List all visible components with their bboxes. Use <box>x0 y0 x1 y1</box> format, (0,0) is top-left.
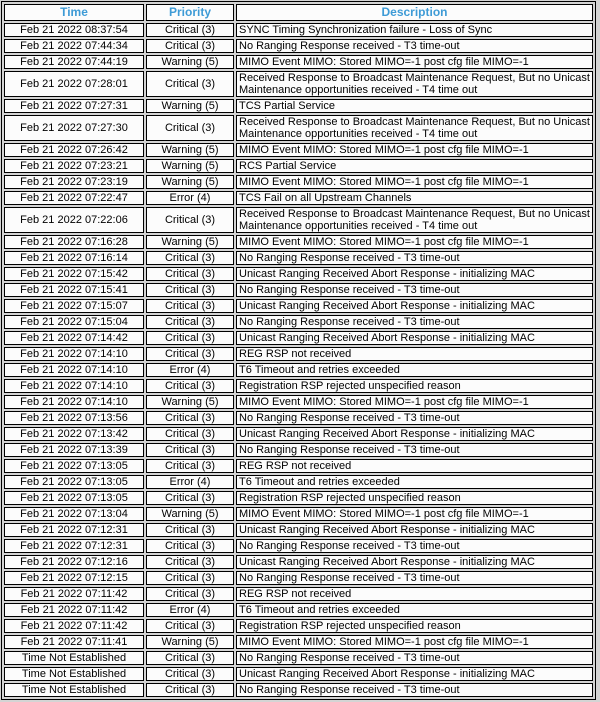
event-priority: Critical (3) <box>146 667 234 681</box>
event-description: Unicast Ranging Received Abort Response - initializing MAC <box>236 267 593 281</box>
event-priority: Critical (3) <box>146 331 234 345</box>
event-description: No Ranging Response received - T3 time-out <box>236 251 593 265</box>
table-row <box>4 683 593 697</box>
event-description: No Ranging Response received - T3 time-out <box>236 539 593 553</box>
table-row <box>4 331 593 345</box>
event-time: Feb 21 2022 07:16:28 <box>4 235 144 249</box>
table-row <box>4 363 593 377</box>
event-priority: Critical (3) <box>146 283 234 297</box>
event-time: Feb 21 2022 07:11:42 <box>4 603 144 617</box>
event-description: Unicast Ranging Received Abort Response - initializing MAC <box>236 667 593 681</box>
event-description: MIMO Event MIMO: Stored MIMO=-1 post cfg file MIMO=-1 <box>236 143 593 157</box>
event-time: Feb 21 2022 07:14:10 <box>4 363 144 377</box>
table-row <box>4 603 593 617</box>
table-row <box>4 395 593 409</box>
event-priority: Critical (3) <box>146 571 234 585</box>
table-row <box>4 475 593 489</box>
event-priority: Critical (3) <box>146 115 234 141</box>
event-priority: Critical (3) <box>146 411 234 425</box>
event-description: Received Response to Broadcast Maintenance Request, But no Unicast Maintenance opportunities received - T4 time out <box>236 207 593 233</box>
event-time: Feb 21 2022 07:11:42 <box>4 587 144 601</box>
event-time: Feb 21 2022 07:13:56 <box>4 411 144 425</box>
event-priority: Critical (3) <box>146 459 234 473</box>
column-header-priority: Priority <box>146 4 234 21</box>
event-priority: Critical (3) <box>146 555 234 569</box>
table-row <box>4 115 593 141</box>
event-description: Registration RSP rejected unspecified reason <box>236 491 593 505</box>
event-time: Feb 21 2022 07:15:41 <box>4 283 144 297</box>
event-time: Feb 21 2022 07:15:04 <box>4 315 144 329</box>
table-row <box>4 143 593 157</box>
event-time: Feb 21 2022 07:44:19 <box>4 55 144 69</box>
event-description: REG RSP not received <box>236 347 593 361</box>
event-priority: Critical (3) <box>146 443 234 457</box>
event-description: T6 Timeout and retries exceeded <box>236 475 593 489</box>
event-priority: Critical (3) <box>146 651 234 665</box>
event-time: Feb 21 2022 07:12:31 <box>4 539 144 553</box>
event-description: Received Response to Broadcast Maintenance Request, But no Unicast Maintenance opportunities received - T4 time out <box>236 71 593 97</box>
event-description: Received Response to Broadcast Maintenance Request, But no Unicast Maintenance opportunities received - T4 time out <box>236 115 593 141</box>
event-time: Feb 21 2022 07:13:39 <box>4 443 144 457</box>
table-row <box>4 55 593 69</box>
event-description: No Ranging Response received - T3 time-out <box>236 411 593 425</box>
event-description: No Ranging Response received - T3 time-out <box>236 571 593 585</box>
table-row <box>4 235 593 249</box>
table-row <box>4 667 593 681</box>
table-row <box>4 283 593 297</box>
event-time: Feb 21 2022 07:12:15 <box>4 571 144 585</box>
event-description: No Ranging Response received - T3 time-out <box>236 39 593 53</box>
event-time: Feb 21 2022 07:13:05 <box>4 491 144 505</box>
event-description: MIMO Event MIMO: Stored MIMO=-1 post cfg file MIMO=-1 <box>236 395 593 409</box>
event-description: RCS Partial Service <box>236 159 593 173</box>
event-priority: Critical (3) <box>146 267 234 281</box>
table-row <box>4 619 593 633</box>
event-description: MIMO Event MIMO: Stored MIMO=-1 post cfg file MIMO=-1 <box>236 635 593 649</box>
event-description: REG RSP not received <box>236 587 593 601</box>
event-priority: Critical (3) <box>146 207 234 233</box>
event-priority: Warning (5) <box>146 159 234 173</box>
event-time: Time Not Established <box>4 683 144 697</box>
event-priority: Warning (5) <box>146 395 234 409</box>
event-priority: Critical (3) <box>146 23 234 37</box>
event-description: TCS Partial Service <box>236 99 593 113</box>
event-priority: Critical (3) <box>146 39 234 53</box>
table-row <box>4 635 593 649</box>
event-description: No Ranging Response received - T3 time-out <box>236 283 593 297</box>
event-log-header <box>4 4 593 21</box>
event-description: No Ranging Response received - T3 time-out <box>236 315 593 329</box>
event-description: Unicast Ranging Received Abort Response - initializing MAC <box>236 299 593 313</box>
event-priority: Critical (3) <box>146 347 234 361</box>
table-row <box>4 379 593 393</box>
event-time: Feb 21 2022 07:26:42 <box>4 143 144 157</box>
event-priority: Warning (5) <box>146 175 234 189</box>
event-description: SYNC Timing Synchronization failure - Loss of Sync <box>236 23 593 37</box>
event-time: Feb 21 2022 08:37:54 <box>4 23 144 37</box>
table-row <box>4 23 593 37</box>
event-description: Registration RSP rejected unspecified reason <box>236 379 593 393</box>
event-time: Feb 21 2022 07:12:31 <box>4 523 144 537</box>
event-time: Feb 21 2022 07:27:30 <box>4 115 144 141</box>
event-time: Feb 21 2022 07:12:16 <box>4 555 144 569</box>
event-priority: Warning (5) <box>146 99 234 113</box>
table-row <box>4 555 593 569</box>
table-row <box>4 427 593 441</box>
event-priority: Critical (3) <box>146 299 234 313</box>
table-row <box>4 159 593 173</box>
event-description: Unicast Ranging Received Abort Response - initializing MAC <box>236 427 593 441</box>
event-time: Feb 21 2022 07:15:42 <box>4 267 144 281</box>
event-time: Feb 21 2022 07:44:34 <box>4 39 144 53</box>
event-description: TCS Fail on all Upstream Channels <box>236 191 593 205</box>
table-row <box>4 411 593 425</box>
event-description: REG RSP not received <box>236 459 593 473</box>
event-priority: Warning (5) <box>146 507 234 521</box>
event-description: MIMO Event MIMO: Stored MIMO=-1 post cfg file MIMO=-1 <box>236 507 593 521</box>
header-row <box>4 4 593 21</box>
event-time: Feb 21 2022 07:14:10 <box>4 347 144 361</box>
event-priority: Critical (3) <box>146 523 234 537</box>
event-priority: Critical (3) <box>146 427 234 441</box>
event-priority: Critical (3) <box>146 539 234 553</box>
table-row <box>4 207 593 233</box>
table-row <box>4 267 593 281</box>
table-row <box>4 587 593 601</box>
table-row <box>4 299 593 313</box>
event-time: Feb 21 2022 07:28:01 <box>4 71 144 97</box>
event-description: No Ranging Response received - T3 time-out <box>236 651 593 665</box>
table-row <box>4 191 593 205</box>
table-row <box>4 651 593 665</box>
event-priority: Warning (5) <box>146 55 234 69</box>
event-priority: Warning (5) <box>146 143 234 157</box>
event-time: Feb 21 2022 07:14:10 <box>4 379 144 393</box>
event-description: T6 Timeout and retries exceeded <box>236 603 593 617</box>
event-description: Registration RSP rejected unspecified reason <box>236 619 593 633</box>
event-time: Feb 21 2022 07:14:10 <box>4 395 144 409</box>
table-row <box>4 523 593 537</box>
event-time: Feb 21 2022 07:16:14 <box>4 251 144 265</box>
event-priority: Critical (3) <box>146 379 234 393</box>
table-row <box>4 71 593 97</box>
table-row <box>4 491 593 505</box>
event-time: Feb 21 2022 07:23:19 <box>4 175 144 189</box>
event-priority: Critical (3) <box>146 71 234 97</box>
event-time: Feb 21 2022 07:23:21 <box>4 159 144 173</box>
event-description: T6 Timeout and retries exceeded <box>236 363 593 377</box>
event-priority: Critical (3) <box>146 683 234 697</box>
event-priority: Error (4) <box>146 363 234 377</box>
table-row <box>4 175 593 189</box>
event-log-body <box>4 23 593 697</box>
event-time: Feb 21 2022 07:15:07 <box>4 299 144 313</box>
event-description: No Ranging Response received - T3 time-out <box>236 443 593 457</box>
column-header-time: Time <box>4 4 144 21</box>
table-row <box>4 315 593 329</box>
event-time: Feb 21 2022 07:13:05 <box>4 475 144 489</box>
event-time: Feb 21 2022 07:13:42 <box>4 427 144 441</box>
event-description: No Ranging Response received - T3 time-out <box>236 683 593 697</box>
event-priority: Critical (3) <box>146 251 234 265</box>
table-row <box>4 99 593 113</box>
event-time: Feb 21 2022 07:11:41 <box>4 635 144 649</box>
event-time: Feb 21 2022 07:27:31 <box>4 99 144 113</box>
event-log-table <box>1 1 596 700</box>
event-description: Unicast Ranging Received Abort Response - initializing MAC <box>236 555 593 569</box>
event-description: Unicast Ranging Received Abort Response - initializing MAC <box>236 523 593 537</box>
table-row <box>4 459 593 473</box>
table-row <box>4 251 593 265</box>
event-time: Feb 21 2022 07:13:05 <box>4 459 144 473</box>
event-time: Feb 21 2022 07:13:04 <box>4 507 144 521</box>
event-description: MIMO Event MIMO: Stored MIMO=-1 post cfg file MIMO=-1 <box>236 175 593 189</box>
event-priority: Warning (5) <box>146 635 234 649</box>
table-row <box>4 39 593 53</box>
table-row <box>4 539 593 553</box>
event-time: Feb 21 2022 07:14:42 <box>4 331 144 345</box>
event-time: Time Not Established <box>4 651 144 665</box>
event-priority: Warning (5) <box>146 235 234 249</box>
event-priority: Error (4) <box>146 603 234 617</box>
event-description: Unicast Ranging Received Abort Response - initializing MAC <box>236 331 593 345</box>
event-priority: Critical (3) <box>146 619 234 633</box>
event-priority: Error (4) <box>146 191 234 205</box>
event-priority: Critical (3) <box>146 587 234 601</box>
table-row <box>4 443 593 457</box>
event-time: Time Not Established <box>4 667 144 681</box>
table-row <box>4 507 593 521</box>
event-description: MIMO Event MIMO: Stored MIMO=-1 post cfg file MIMO=-1 <box>236 235 593 249</box>
event-description: MIMO Event MIMO: Stored MIMO=-1 post cfg file MIMO=-1 <box>236 55 593 69</box>
event-priority: Critical (3) <box>146 315 234 329</box>
event-priority: Error (4) <box>146 475 234 489</box>
column-header-description: Description <box>236 4 593 21</box>
table-row <box>4 571 593 585</box>
event-time: Feb 21 2022 07:22:06 <box>4 207 144 233</box>
event-time: Feb 21 2022 07:22:47 <box>4 191 144 205</box>
table-row <box>4 347 593 361</box>
event-priority: Critical (3) <box>146 491 234 505</box>
event-time: Feb 21 2022 07:11:42 <box>4 619 144 633</box>
